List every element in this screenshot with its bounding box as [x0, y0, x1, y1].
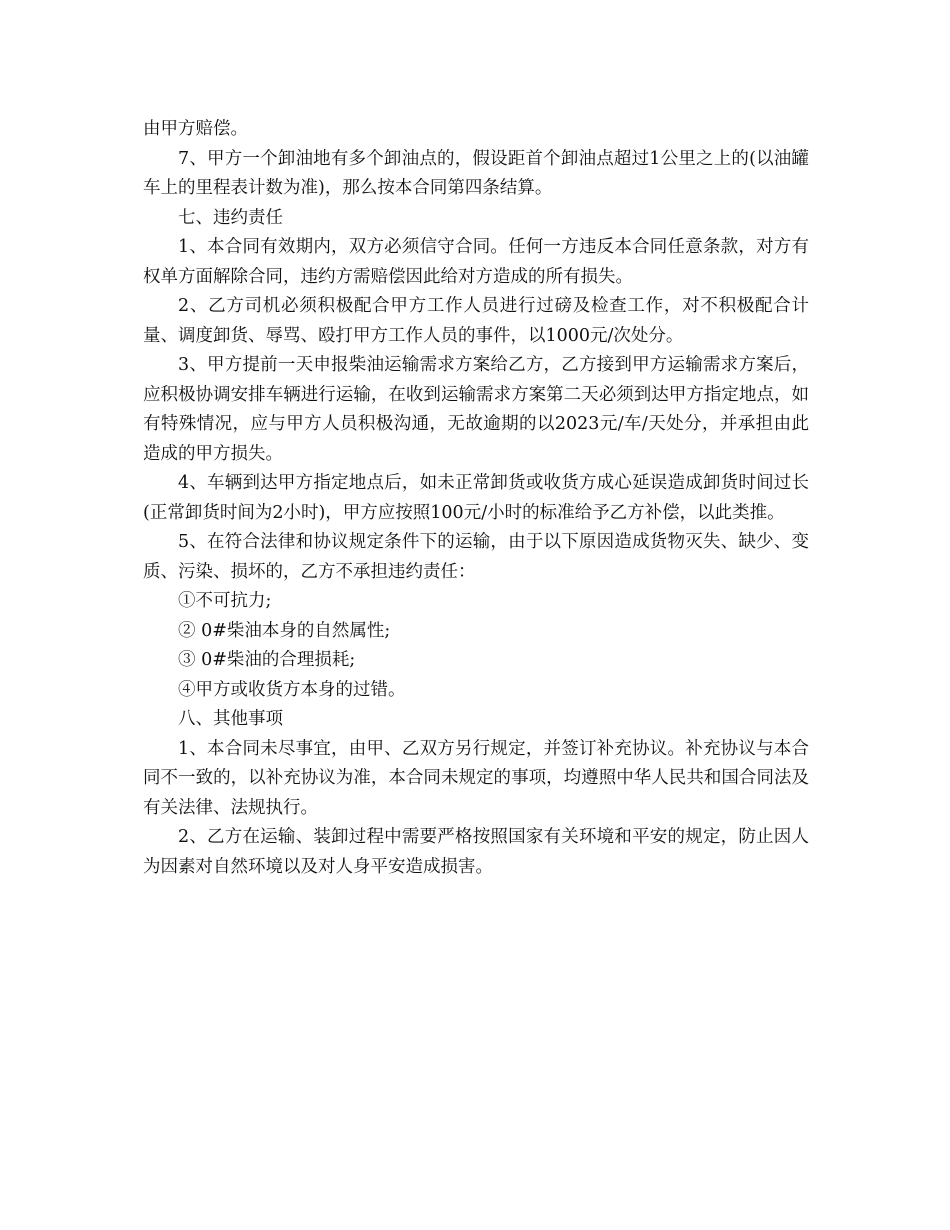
- paragraph: 3、甲方提前一天申报柴油运输需求方案给乙方，乙方接到甲方运输需求方案后，应积极协调安排车辆进行运输，在收到运输需求方案第二天必须到达甲方指定地点，如有特殊情况，应与甲方人员积极沟通，无故逾期的以2023元/车/天处分，并承担由此造成的甲方损失。: [143, 355, 809, 464]
- list-item: ①不可抗力;: [178, 591, 272, 611]
- paragraph: 1、本合同未尽事宜，由甲、乙双方另行规定，并签订补充协议。补充协议与本合同不一致的，以补充协议为准，本合同未规定的事项，均遵照中华人民共和国合同法及有关法律、法规执行。: [143, 738, 809, 818]
- section-heading: 七、违约责任: [178, 207, 283, 228]
- paragraph: 由甲方赔偿。: [143, 119, 248, 139]
- paragraph: 2、乙方在运输、装卸过程中需要严格按照国家有关环境和平安的规定，防止因人为因素对自然环境以及对人身平安造成损害。: [143, 827, 809, 877]
- list-item: ② 0#柴油本身的自然属性;: [178, 620, 391, 641]
- paragraph: 2、乙方司机必须积极配合甲方工作人员进行过磅及检查工作，对不积极配合计量、调度卸货、辱骂、殴打甲方工作人员的事件，以1000元/次处分。: [143, 296, 809, 346]
- paragraph: 7、甲方一个卸油地有多个卸油点的，假设距首个卸油点超过1公里之上的(以油罐车上的里程表计数为准)，那么按本合同第四条结算。: [143, 148, 809, 198]
- section-heading: 八、其他事项: [178, 709, 283, 729]
- document-page: [143, 115, 809, 882]
- paragraph: 5、在符合法律和协议规定条件下的运输，由于以下原因造成货物灭失、缺少、变质、污染、损坏的，乙方不承担违约责任：: [143, 532, 809, 582]
- paragraph: 4、车辆到达甲方指定地点后，如未正常卸货或收货方成心延误造成卸货时间过长(正常卸货时间为2小时)，甲方应按照100元/小时的标准给予乙方补偿，以此类推。: [143, 473, 809, 523]
- paragraph: 1、本合同有效期内，双方必须信守合同。任何一方违反本合同任意条款，对方有权单方面解除合同，违约方需赔偿因此给对方造成的所有损失。: [143, 237, 809, 287]
- list-item: ④甲方或收货方本身的过错。: [178, 679, 406, 700]
- list-item: ③ 0#柴油的合理损耗;: [178, 650, 356, 670]
